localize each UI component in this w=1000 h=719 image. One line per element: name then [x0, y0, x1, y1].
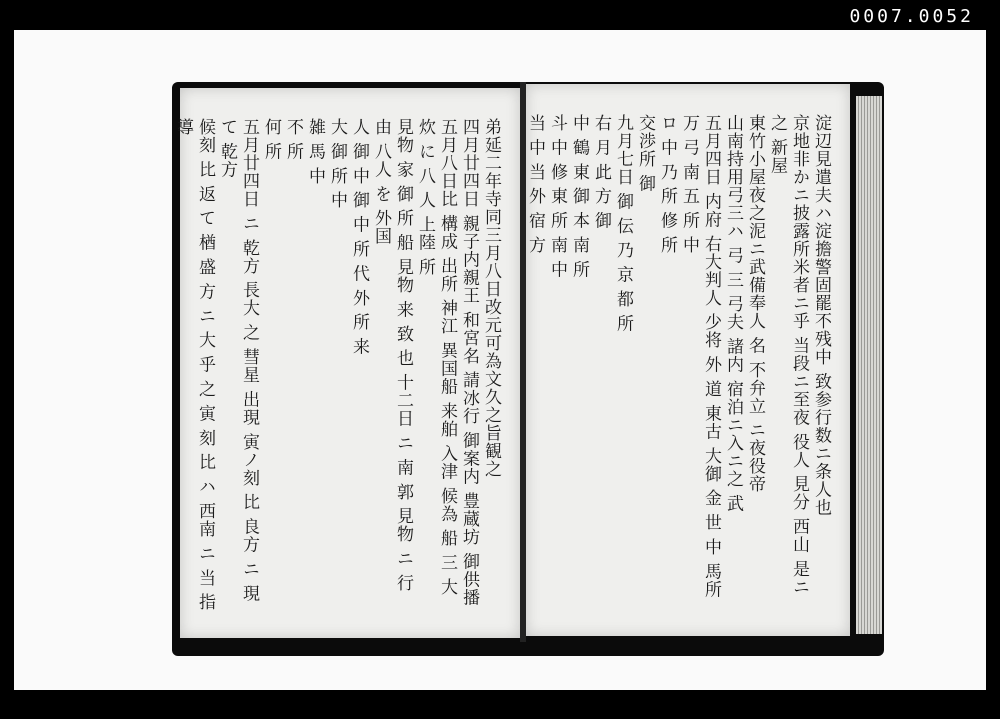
- text-line: 京地非かニ披露所米者ニ乎 当段ニ至夜 役人 見分 西山 是ニ之 新屋: [767, 114, 809, 597]
- text-line: 万 弓 南 五 所 中: [679, 114, 699, 255]
- text-line: 四月廿四日 親子内親王 和宮名 請冰行 御案内 豊蔵坊 御供播: [459, 118, 479, 607]
- text-line: 右 月 此 方 御: [591, 114, 611, 230]
- text-line: 交渉所 御: [635, 114, 655, 193]
- right-page: [526, 84, 850, 636]
- left-page-text: [173, 118, 502, 614]
- text-line: 弟延二年寺同三月八日改元可為文久之旨観之: [481, 118, 501, 478]
- text-line: 山南持用弓三ハ 弓 三 弓夫 諸内 宿泊ニ入ニ之 武: [723, 114, 743, 513]
- text-line: 不 所: [283, 118, 303, 161]
- text-line: 当 中 当 外 宿 方: [525, 114, 545, 255]
- text-line: 中 鶴 東 御 本 南 所: [569, 114, 589, 279]
- text-line: 斗 中 修 東 所 南 中: [547, 114, 567, 279]
- frame-label: 0007.0052: [849, 6, 974, 27]
- text-line: 五月四日 内府 右大判人 少将 外 道 東古 大御 金 世 中 馬所: [701, 114, 721, 599]
- text-line: 大 御 所 中: [327, 118, 347, 210]
- text-line: 五月八日比 構成 出所 神江 異国船 来舶 入津 候為 船 三 大炊 に 八 人 上陸 所: [415, 118, 457, 597]
- text-line: 何 所: [261, 118, 281, 161]
- left-page: [173, 88, 520, 638]
- text-line: 五月廿四日 ニ 乾方 長大 之 彗星 出現 寅ノ刻 比 良方 ニ 現 て 乾方: [217, 118, 259, 603]
- text-line: 見物 家 御 所 船 見物 来 致 也 十二日 ニ 南 郭 見物 ニ 行 由 八人 を 外国: [371, 118, 413, 593]
- text-line: 人 御 中 御 中 所 代 外 所 来: [349, 118, 369, 356]
- text-line: 淀辺見遣夫ハ淀擔警固罷不残中 致参行数ニ条人也: [811, 114, 831, 517]
- open-book: [172, 82, 884, 656]
- text-line: 東竹小屋夜之泥ニ武備奉人 名 不弁立 ニ夜役帝: [745, 114, 765, 494]
- text-line: ロ 中 乃 所 修 所: [657, 114, 677, 255]
- right-page-text: [525, 114, 832, 612]
- text-line: 雑 馬 中: [305, 118, 325, 185]
- text-line: 九月七日 御 伝 乃 京 都 所: [613, 114, 633, 333]
- page-edges: [856, 96, 882, 634]
- text-line: 候刻 比 返 て 楢 盛 方 ニ 大 乎 之 寅 刻 比 ハ 西南 ニ 当 指 導: [173, 118, 215, 612]
